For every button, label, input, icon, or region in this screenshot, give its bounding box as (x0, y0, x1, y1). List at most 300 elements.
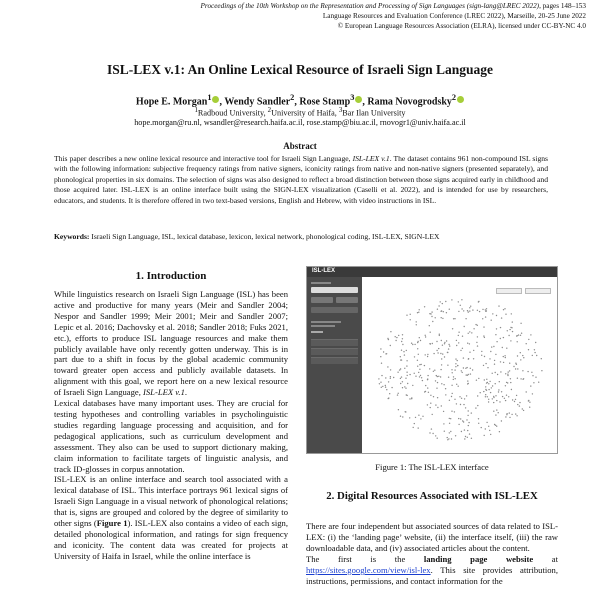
network-node (381, 363, 382, 364)
network-node (385, 353, 386, 354)
network-node (469, 352, 470, 353)
network-node (522, 370, 523, 371)
network-node (422, 416, 423, 417)
network-node (441, 317, 442, 318)
network-node (462, 348, 463, 349)
introduction-text (54, 289, 288, 562)
network-node (508, 335, 509, 336)
network-node (406, 365, 407, 366)
network-node (509, 417, 510, 418)
network-node (450, 418, 451, 419)
paragraph: There are four independent but associated sources of data related to ISL-LEX: (i) the ‘landing page’ website, (ii) the interface itself, (iii) the raw downloadable data, and (iv) associated articles about the content. (306, 521, 558, 553)
network-node (477, 345, 478, 346)
network-node (390, 331, 391, 332)
network-node (454, 399, 455, 400)
network-node (536, 355, 537, 356)
network-node (387, 338, 388, 339)
interface-frequency-row (311, 339, 358, 346)
network-node (527, 371, 528, 372)
network-node (509, 370, 510, 371)
network-node (484, 337, 485, 338)
network-node (530, 334, 531, 335)
network-node (433, 396, 434, 397)
network-node (409, 374, 410, 375)
network-node (499, 381, 500, 382)
network-node (488, 426, 489, 427)
network-node (452, 328, 453, 329)
network-node (515, 368, 516, 369)
network-node (461, 431, 462, 432)
network-node (538, 382, 539, 383)
network-node (477, 405, 478, 406)
interface-phonology-row (311, 357, 358, 364)
affiliations: $^1$Radboud University, $^2$University of Haifa, $^3$Bar Ilan University (194, 107, 406, 118)
network-node (477, 336, 478, 337)
network-node (468, 374, 469, 375)
network-node (509, 363, 510, 364)
network-node (402, 381, 403, 382)
network-node (447, 352, 448, 353)
network-node (430, 395, 431, 396)
network-node (476, 342, 477, 343)
network-node (390, 369, 391, 370)
network-node (493, 396, 494, 397)
network-node (529, 407, 530, 408)
network-node (512, 321, 513, 322)
network-node (541, 358, 542, 359)
network-node (501, 420, 502, 421)
network-node (385, 387, 386, 388)
network-node (442, 303, 443, 304)
network-node (464, 429, 465, 430)
network-node (533, 382, 534, 383)
network-node (442, 318, 443, 319)
network-node (455, 363, 456, 364)
network-node (488, 383, 489, 384)
network-node (470, 306, 471, 307)
network-node (390, 376, 391, 377)
network-node (435, 380, 436, 381)
network-node (490, 392, 491, 393)
network-node (404, 386, 405, 387)
network-node (427, 375, 428, 376)
network-node (449, 345, 450, 346)
network-node (425, 336, 426, 337)
network-node (495, 354, 496, 355)
network-node (450, 431, 451, 432)
network-node (485, 396, 486, 397)
network-node (503, 309, 504, 310)
interface-logo: ISL-LEX (312, 268, 336, 274)
network-node (485, 428, 486, 429)
network-node (455, 366, 456, 367)
network-node (516, 395, 517, 396)
network-node (471, 332, 472, 333)
network-node (404, 368, 405, 369)
network-node (505, 385, 506, 386)
network-node (456, 345, 457, 346)
network-node (442, 353, 443, 354)
network-node (504, 308, 505, 309)
network-node (382, 386, 383, 387)
network-node (469, 433, 470, 434)
network-node (473, 358, 474, 359)
network-node (443, 384, 444, 385)
network-node (492, 385, 493, 386)
network-node (535, 342, 536, 343)
network-node (487, 396, 488, 397)
network-node (515, 413, 516, 414)
network-node (500, 338, 501, 339)
paragraph: ISL-LEX is an online interface and search tool associated with a lexical database of ISL. This interface portrays 961 lexical signs of Israeli Sign Language in a visual network of phonological relations; that is, signs are grouped and colored by the degree of similarity to other signs (Figure 1). ISL-LEX also contains a video of each sign, detailed phonological information, and ratings for sign frequency and iconicity. The content data was created for projects at University of Haifa in Israel, while the online interface is (54, 474, 288, 561)
network-node (534, 352, 535, 353)
network-node (501, 317, 502, 318)
network-node (529, 402, 530, 403)
orcid-icon[interactable] (457, 96, 464, 103)
network-node (405, 388, 406, 389)
network-node (429, 343, 430, 344)
author-name: Wendy Sandler (224, 96, 291, 108)
network-node (468, 333, 469, 334)
network-node (521, 333, 522, 334)
network-node (433, 371, 434, 372)
network-node (417, 342, 418, 343)
network-node (468, 425, 469, 426)
network-node (497, 374, 498, 375)
network-node (509, 412, 510, 413)
network-node (473, 350, 474, 351)
network-node (402, 344, 403, 345)
network-node (463, 421, 464, 422)
network-node (417, 348, 418, 349)
network-node (449, 423, 450, 424)
network-node (520, 378, 521, 379)
network-node (420, 340, 421, 341)
network-node (517, 355, 518, 356)
network-node (526, 343, 527, 344)
network-node (416, 324, 417, 325)
network-node (498, 389, 499, 390)
network-node (460, 418, 461, 419)
interface-iconicity-row (311, 348, 358, 355)
network-node (449, 432, 450, 433)
network-node (464, 326, 465, 327)
network-node (486, 308, 487, 309)
network-node (495, 334, 496, 335)
network-node (475, 324, 476, 325)
network-node (401, 359, 402, 360)
network-node (512, 331, 513, 332)
network-node (480, 392, 481, 393)
network-node (455, 358, 456, 359)
network-node (520, 352, 521, 353)
network-node (435, 404, 436, 405)
network-node (500, 371, 501, 372)
network-node (523, 410, 524, 411)
network-node (420, 418, 421, 419)
network-node (417, 360, 418, 361)
network-node (425, 385, 426, 386)
network-node (398, 409, 399, 410)
network-node (477, 325, 478, 326)
network-node (380, 356, 381, 357)
network-node (464, 438, 465, 439)
network-node (440, 311, 441, 312)
network-node (532, 375, 533, 376)
network-node (429, 313, 430, 314)
network-node (441, 340, 442, 341)
network-node (513, 366, 514, 367)
network-node (471, 412, 472, 413)
network-node (528, 339, 529, 340)
network-node (443, 423, 444, 424)
network-node (427, 356, 428, 357)
network-node (462, 372, 463, 373)
network-node (460, 350, 461, 351)
network-node (429, 368, 430, 369)
network-node (519, 402, 520, 403)
network-node (501, 391, 502, 392)
network-node (398, 335, 399, 336)
network-node (440, 301, 441, 302)
network-node (454, 411, 455, 412)
network-node (451, 438, 452, 439)
network-node (463, 357, 464, 358)
network-node (402, 338, 403, 339)
network-node (402, 387, 403, 388)
network-node (405, 411, 406, 412)
network-node (458, 301, 459, 302)
network-node (506, 382, 507, 383)
keywords: Keywords: Israeli Sign Language, ISL, lexical database, lexicon, lexical network, phonological coding, ISL-LEX, SIGN-LEX (54, 232, 440, 241)
network-node (503, 356, 504, 357)
network-node (445, 301, 446, 302)
network-node (505, 357, 506, 358)
network-node (520, 323, 521, 324)
network-node (439, 334, 440, 335)
section-heading-digital-resources: 2. Digital Resources Associated with ISL-LEX (326, 490, 538, 502)
network-node (502, 396, 503, 397)
network-node (457, 360, 458, 361)
network-node (415, 417, 416, 418)
network-node (432, 321, 433, 322)
network-node (482, 318, 483, 319)
section-heading-introduction: 1. Introduction (135, 270, 207, 282)
network-node (500, 327, 501, 328)
network-node (425, 335, 426, 336)
network-node (465, 436, 466, 437)
author-name: Rama Novogrodsky (367, 96, 452, 108)
network-node (412, 385, 413, 386)
network-node (475, 407, 476, 408)
network-node (528, 349, 529, 350)
network-node (517, 378, 518, 379)
network-node (489, 358, 490, 359)
network-node (409, 398, 410, 399)
network-node (500, 361, 501, 362)
network-node (489, 430, 490, 431)
network-node (492, 313, 493, 314)
interface-sidebar (307, 277, 362, 453)
network-node (466, 395, 467, 396)
network-node (402, 334, 403, 335)
network-node (438, 348, 439, 349)
network-node (418, 312, 419, 313)
network-node (418, 427, 419, 428)
network-node (436, 350, 437, 351)
network-node (447, 437, 448, 438)
network-node (488, 399, 489, 400)
network-node (479, 311, 480, 312)
network-node (413, 427, 414, 428)
network-node (504, 398, 505, 399)
network-node (490, 351, 491, 352)
interface-topbar (307, 267, 557, 277)
network-node (485, 309, 486, 310)
network-node (400, 378, 401, 379)
network-node (418, 354, 419, 355)
network-node (493, 346, 494, 347)
network-node (451, 369, 452, 370)
network-node (395, 340, 396, 341)
network-node (517, 335, 518, 336)
network-node (528, 400, 529, 401)
network-node (434, 370, 435, 371)
network-node (398, 393, 399, 394)
network-node (489, 381, 490, 382)
network-node (483, 391, 484, 392)
network-node (506, 348, 507, 349)
network-node (466, 367, 467, 368)
paper-title: ISL-LEX v.1: An Online Lexical Resource of Israeli Sign Language (106, 62, 494, 77)
paragraph: Lexical databases have many important uses. They are crucial for testing hypotheses and controlling variables in psycholinguistic studies regarding language processing and acquisition, and for pedagogical applications, such as curriculum development and assessment. They also can be used to support dictionary making, claim information to facilitate targets of linguistic analysis, and track ID-glosses in corpus annotation. (54, 398, 288, 474)
network-node (425, 354, 426, 355)
abstract-heading: Abstract (283, 141, 317, 151)
network-node (427, 379, 428, 380)
network-node (414, 373, 415, 374)
network-node (406, 372, 407, 373)
network-node (490, 434, 491, 435)
network-node (454, 318, 455, 319)
network-node (495, 383, 496, 384)
network-node (449, 309, 450, 310)
network-node (483, 335, 484, 336)
network-node (442, 345, 443, 346)
network-node (468, 311, 469, 312)
network-node (390, 378, 391, 379)
landing-page-link[interactable]: https://sites.google.com/view/isl-lex (306, 565, 431, 575)
network-node (381, 375, 382, 376)
figure-isl-lex-interface (306, 266, 558, 454)
network-node (400, 356, 401, 357)
network-node (406, 360, 407, 361)
network-node (456, 384, 457, 385)
network-node (506, 413, 507, 414)
network-node (518, 334, 519, 335)
network-node (510, 340, 511, 341)
network-node (458, 332, 459, 333)
network-node (388, 381, 389, 382)
network-node (447, 439, 448, 440)
network-node (451, 411, 452, 412)
abstract-text: This paper describes a new online lexical resource and interactive tool for Israeli Sign Language, ISL-LEX v.1. The dataset contains 961 non-compound ISL signs with the following information: subjective frequency ratings from native signers, iconicity ratings from native and non-native signers (presented separately), and phonological properties in six domains. The selection of signs was also designed to reflect a broad distinction between those signs acquired early in childhood and those acquired later. ISL-LEX is an online interface built using the SIGN-LEX visualization (Caselli et al. 2022), and is intended for use by researchers, educators, and students. It is therefore offered in two text-based versions, English and Hebrew, with video instructions in ISL. (54, 154, 548, 205)
network-node (407, 383, 408, 384)
network-node (503, 337, 504, 338)
network-node (477, 395, 478, 396)
network-node (505, 314, 506, 315)
network-node (459, 396, 460, 397)
network-node (436, 341, 437, 342)
network-node (494, 424, 495, 425)
network-node (507, 375, 508, 376)
network-node (437, 309, 438, 310)
network-node (436, 388, 437, 389)
network-node (430, 407, 431, 408)
network-node (483, 365, 484, 366)
network-node (400, 416, 401, 417)
network-node (433, 353, 434, 354)
network-node (485, 363, 486, 364)
network-node (498, 391, 499, 392)
network-node (510, 378, 511, 379)
network-node (387, 366, 388, 367)
network-node (515, 399, 516, 400)
network-node (495, 372, 496, 373)
network-node (388, 398, 389, 399)
network-node (467, 437, 468, 438)
network-node (407, 375, 408, 376)
network-node (381, 387, 382, 388)
network-node (400, 383, 401, 384)
network-node (379, 383, 380, 384)
network-node (418, 372, 419, 373)
network-node (432, 414, 433, 415)
network-node (478, 301, 479, 302)
network-node (437, 382, 438, 383)
network-node (427, 387, 428, 388)
network-node (507, 330, 508, 331)
network-node (443, 411, 444, 412)
author-emails: hope.morgan@ru.nl, wsandler@research.haifa.ac.il, rose.stamp@biu.ac.il, rnovogr1@univ.haifa.ac.il (134, 118, 466, 127)
network-node (496, 315, 497, 316)
network-node (517, 404, 518, 405)
network-node (517, 341, 518, 342)
network-node (458, 418, 459, 419)
network-node (452, 372, 453, 373)
network-node (481, 351, 482, 352)
network-node (516, 415, 517, 416)
network-node (396, 337, 397, 338)
network-node (465, 407, 466, 408)
network-node (445, 388, 446, 389)
network-node (485, 316, 486, 317)
network-node (454, 369, 455, 370)
author-list: Hope E. Morgan$^1$ , Wendy Sandler$^2$, Rose Stamp$^3$ , Rama Novogrodsky$^2$ (0, 93, 600, 107)
network-node (481, 355, 482, 356)
network-node (482, 309, 483, 310)
network-node (508, 371, 509, 372)
network-node (414, 423, 415, 424)
network-node (420, 375, 421, 376)
network-node (425, 391, 426, 392)
network-node (432, 343, 433, 344)
network-node (428, 392, 429, 393)
network-node (445, 394, 446, 395)
paragraph: While linguistics research on Israeli Sign Language (ISL) has been active and productive for many years (Meir and Sandler 2004; Nespor and Sandler 1999; Meir 2001; Meir and Sandler 2007; Lepic et al. 2016; Dachovsky et al. 2018; Sandler 2018; Fuks 2021, etc.), efforts to produce ISL language resources and make them publicly available have only recently gotten underway. This is in part due to a shift in focus by the global academic community toward greater open access and publicly available datasets. In alignment with this goal, we report here on a new lexical resource of Israeli Sign Language, ISL-LEX v.1. (54, 289, 288, 398)
network-node (494, 364, 495, 365)
network-node (436, 375, 437, 376)
network-node (437, 376, 438, 377)
